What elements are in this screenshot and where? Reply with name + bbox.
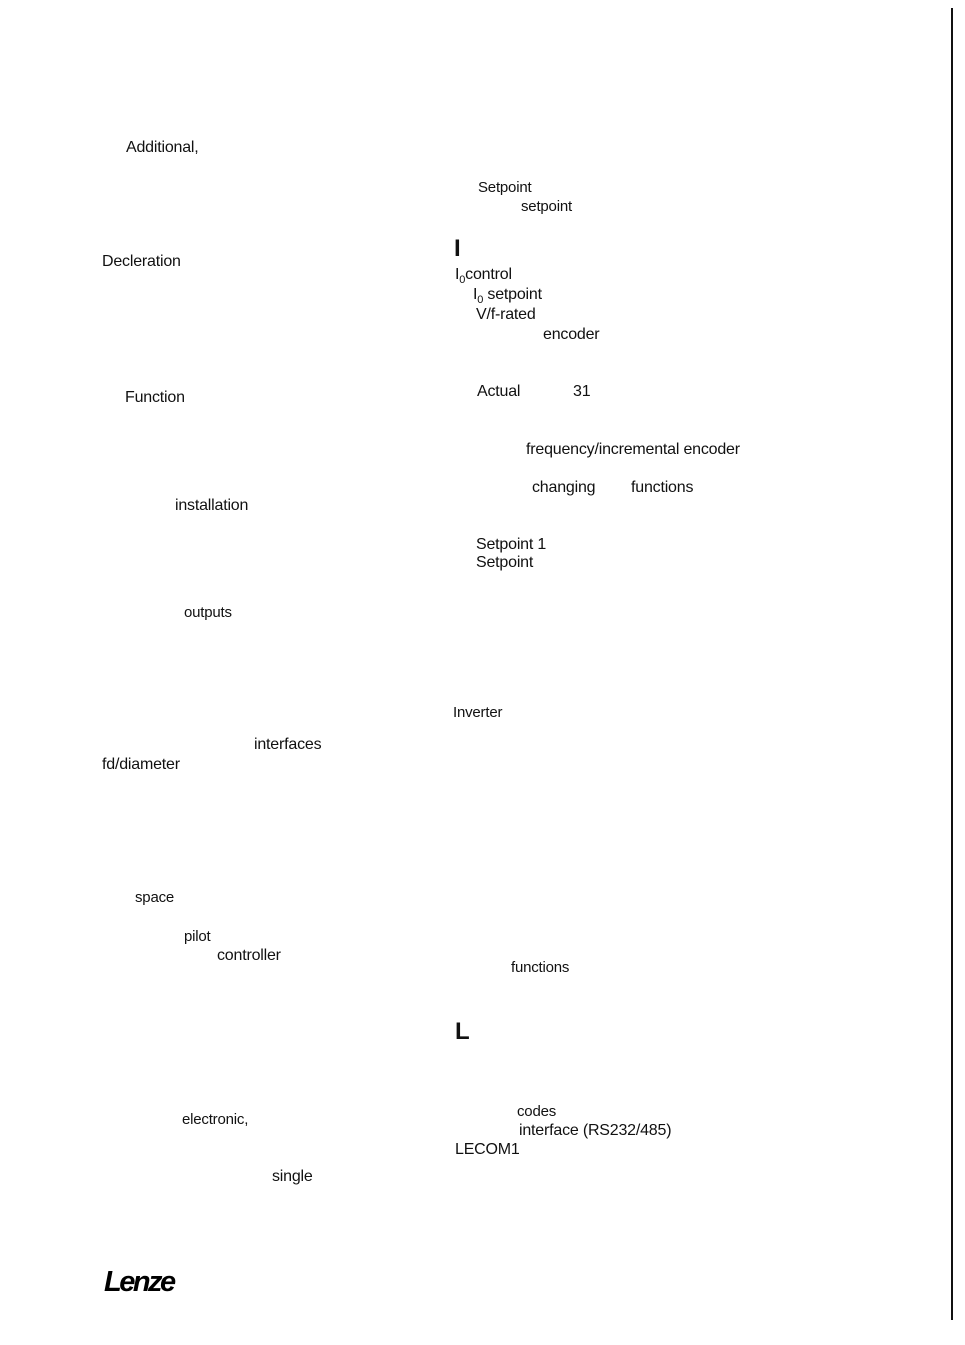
index-entry: fd/diameter (102, 756, 180, 773)
index-entry: 31 (573, 383, 591, 400)
index-entry: setpoint (521, 198, 572, 215)
index-entry: codes (517, 1103, 557, 1120)
index-entry: V/f-rated (476, 306, 536, 323)
index-entry: interface (RS232/485) (519, 1122, 672, 1139)
i0-subscript: 0 (459, 274, 466, 286)
i0-subscript: 0 (477, 294, 484, 306)
i0-control-text: control (465, 266, 512, 283)
i0-symbol: I (455, 266, 460, 283)
index-entry: electronic, (182, 1111, 249, 1128)
index-entry: functions (631, 479, 694, 496)
index-entry: pilot (184, 928, 211, 945)
index-entry: Function (125, 389, 185, 406)
index-entry: Setpoint (476, 554, 534, 571)
index-entry: controller (217, 947, 281, 964)
index-entry: Additional, (126, 139, 199, 156)
index-entry: Decleration (102, 253, 181, 270)
index-entry: single (272, 1168, 313, 1185)
index-entry: Actual (477, 383, 521, 400)
i0-setpoint-text: setpoint (483, 286, 542, 303)
index-entry: functions (511, 959, 570, 976)
index-entry: Setpoint (478, 179, 532, 196)
index-entry: interfaces (254, 736, 322, 753)
index-entry: LECOM1 (455, 1141, 520, 1158)
index-entry: space (135, 889, 175, 906)
section-letter-heading: L (455, 1018, 470, 1045)
page-edge-rule (951, 8, 953, 1320)
index-entry: Setpoint 1 (476, 536, 547, 553)
section-letter-heading: I (454, 235, 461, 262)
index-entry: changing (532, 479, 596, 496)
index-entry: outputs (184, 604, 232, 621)
lenze-logo: Lenze (104, 1266, 174, 1298)
index-entry: installation (175, 497, 249, 514)
index-entry: frequency/incremental encoder (526, 441, 740, 458)
index-entry: Inverter (453, 704, 503, 721)
i0-symbol: I (473, 286, 478, 303)
index-entry: encoder (543, 326, 600, 343)
